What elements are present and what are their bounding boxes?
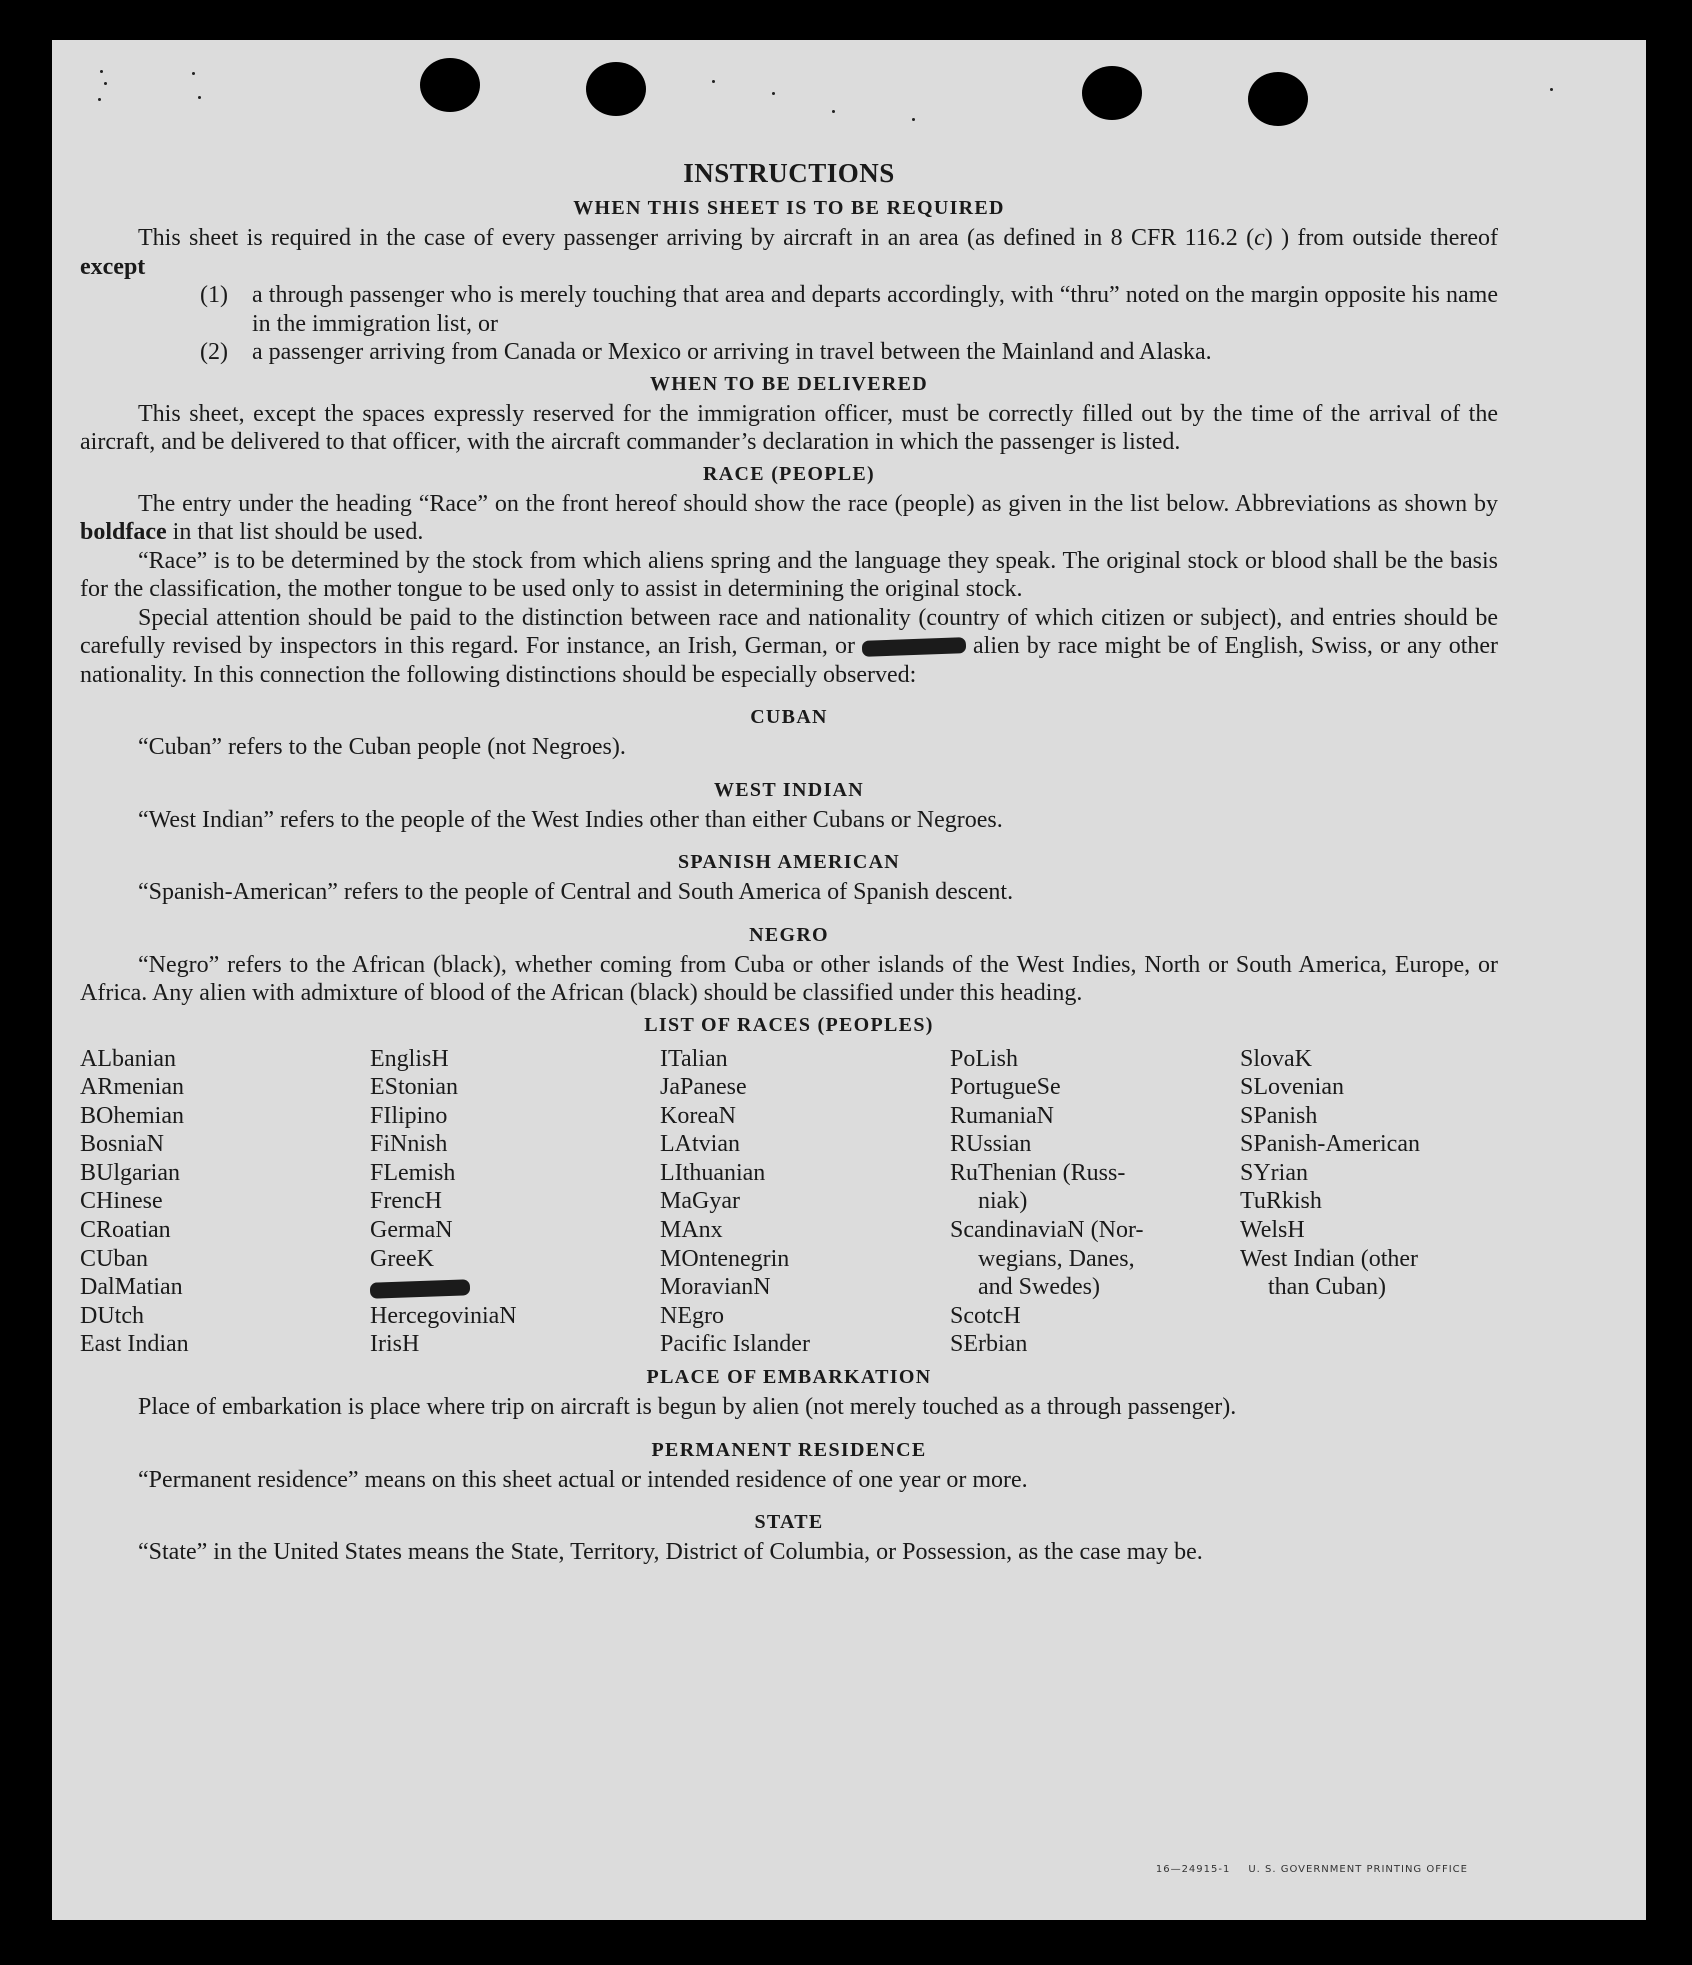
race-entry: TuRkish	[1240, 1188, 1322, 1215]
race-entry: MoravianN	[660, 1274, 771, 1301]
race-entry: FrencH	[370, 1188, 442, 1215]
race-entry: WelsH	[1240, 1217, 1305, 1244]
race-entry: ScandinaviaN (Nor-	[950, 1217, 1144, 1244]
race-column-4	[950, 1045, 1240, 1360]
race-p3-text-b: alien by race might be of English, Swiss, or any other nationality. In this connection the following distinctions should be especially observed:	[80, 633, 1499, 688]
race-entry: MaGyar	[660, 1188, 740, 1215]
exception-item-2-text: a passenger arriving from Canada or Mexico or arriving in travel between the Mainland and Alaska.	[252, 339, 1212, 365]
required-intro-except: except	[80, 253, 146, 280]
race-entry: GreeK	[370, 1245, 434, 1272]
race-entry: CUban	[80, 1245, 148, 1272]
race-entry: West Indian (other	[1240, 1245, 1419, 1272]
race-entry: RuThenian (Russ-	[950, 1159, 1126, 1186]
speck	[192, 72, 195, 75]
heading-state: STATE	[754, 1511, 824, 1534]
heading-negro: NEGRO	[749, 923, 829, 946]
race-entry: MOntenegrin	[660, 1245, 790, 1272]
race-entry: HercegoviniaN	[370, 1302, 517, 1329]
race-entry: JaPanese	[660, 1074, 747, 1101]
redaction-mark	[370, 1273, 660, 1302]
speck	[772, 92, 775, 95]
race-entry: MAnx	[660, 1217, 723, 1244]
race-entry: NEgro	[660, 1302, 724, 1329]
heading-race: RACE (PEOPLE)	[703, 462, 875, 485]
heading-west-indian: WEST INDIAN	[713, 778, 865, 801]
cuban-text: “Cuban” refers to the Cuban people (not Negroes).	[138, 734, 626, 760]
exception-item-1-number: (1)	[200, 282, 228, 308]
race-entry: ARmenian	[80, 1074, 184, 1101]
race-column-1	[80, 1045, 370, 1360]
race-entry: SYrian	[1240, 1159, 1308, 1186]
heading-cuban: CUBAN	[750, 706, 828, 728]
punch-hole	[586, 62, 646, 116]
west-indian-text: “West Indian” refers to the people of the West Indies other than either Cubans or Negroes.	[138, 806, 1003, 833]
race-entry: DUtch	[80, 1302, 144, 1329]
race-entry: GermaN	[370, 1217, 453, 1244]
required-intro-text-a: This sheet is required in the case of every passenger arriving by aircraft in an area (as defined in 8 CFR 116.2 (	[138, 225, 1255, 251]
redaction-mark	[862, 638, 966, 658]
residence-text: “Permanent residence” means on this sheet actual or intended residence of one year or more.	[138, 1466, 1028, 1493]
race-entry: EnglisH	[370, 1045, 449, 1072]
punch-hole	[1248, 72, 1308, 126]
race-p1-text-a: The entry under the heading “Race” on the front hereof should show the race (people) as given in the list below. Abbreviations as shown by	[138, 490, 1498, 517]
race-entry: RumaniaN	[950, 1102, 1054, 1129]
race-entry: FLemish	[370, 1159, 456, 1186]
race-entry: SErbian	[950, 1331, 1028, 1358]
race-entry: ITalian	[660, 1045, 728, 1072]
heading-list-of-races: LIST OF RACES (PEOPLES)	[644, 1013, 934, 1036]
race-entry: EStonian	[370, 1074, 458, 1101]
print-footer	[1138, 1864, 1468, 1875]
race-entry: SPanish-American	[1240, 1131, 1420, 1158]
race-entry: RUssian	[950, 1131, 1032, 1158]
race-entry: BOhemian	[80, 1102, 184, 1129]
race-entry: SLovenian	[1240, 1074, 1344, 1101]
race-entry: ALbanian	[80, 1045, 176, 1072]
race-entry: PoLish	[950, 1045, 1019, 1072]
speck	[912, 118, 915, 121]
race-entry: FIlipino	[370, 1102, 448, 1129]
race-entry: KoreaN	[660, 1102, 736, 1129]
race-p1-boldface: boldface	[80, 519, 167, 545]
spanish-american-text: “Spanish-American” refers to the people of Central and South America of Spanish descent.	[138, 879, 1014, 905]
required-intro-clause-letter: c	[1254, 225, 1265, 251]
speck	[104, 82, 107, 85]
speck	[198, 96, 201, 99]
race-entry: SlovaK	[1240, 1045, 1312, 1072]
speck	[1550, 88, 1553, 91]
heading-permanent-residence: PERMANENT RESIDENCE	[651, 1438, 927, 1461]
required-intro-text-b: ) ) from outside thereof	[1264, 225, 1499, 251]
speck	[100, 70, 103, 73]
race-entry-continuation: wegians, Danes,	[978, 1245, 1135, 1272]
race-entry: Pacific Islander	[660, 1331, 810, 1358]
exception-item-2	[200, 338, 1498, 367]
form-number: 16—24915-1	[1155, 1864, 1231, 1875]
race-p3-text-a: Special attention should be paid to the distinction between race and nationality (country of which citizen or subject), and entries should be carefully revised by inspectors in this regard. For instance, an Irish, German, or	[80, 604, 1498, 659]
exception-item-1	[200, 281, 1498, 338]
required-intro	[80, 224, 1498, 281]
delivered-text: This sheet, except the spaces expressly reserved for the immigration officer, must be correctly filled out by the time of the arrival of the aircraft, and be delivered to that officer, with the aircraft commander’s declaration in which the passenger is listed.	[80, 400, 1498, 455]
speck	[832, 110, 835, 113]
race-paragraph-2: “Race” is to be determined by the stock from which aliens spring and the language they speak. The original stock or blood shall be the basis for the classification, the mother tongue to be used only to assist in determining the original stock.	[80, 547, 1498, 602]
race-entry: CHinese	[80, 1188, 163, 1215]
exception-item-1-text: a through passenger who is merely touching that area and departs accordingly, with “thru” noted on the margin opposite his name in the immigration list, or	[252, 282, 1498, 337]
race-entry: DalMatian	[80, 1274, 183, 1301]
race-entry: SPanish	[1240, 1102, 1318, 1129]
negro-text: “Negro” refers to the African (black), whether coming from Cuba or other islands of the West Indies, North or South America, Europe, or Africa. Any alien with admixture of blood of the African (black) should be classified under this heading.	[80, 951, 1498, 1006]
instructions-body	[80, 156, 1498, 1567]
punch-hole	[420, 58, 480, 112]
race-entry: PortugueSe	[950, 1074, 1061, 1101]
race-entry: BosniaN	[80, 1131, 164, 1158]
race-column-2	[370, 1045, 660, 1360]
heading-embarkation: PLACE OF EMBARKATION	[646, 1366, 932, 1389]
race-entry: ScotcH	[950, 1302, 1021, 1329]
race-paragraph-1	[80, 490, 1498, 547]
race-column-3	[660, 1045, 950, 1360]
race-column-5	[1240, 1045, 1530, 1360]
heading-when-delivered: WHEN TO BE DELIVERED	[649, 372, 929, 395]
redaction-blot	[370, 1279, 470, 1298]
race-entry-continuation: than Cuban)	[1268, 1274, 1386, 1301]
punch-hole	[1082, 66, 1142, 120]
document-title: INSTRUCTIONS	[683, 158, 895, 188]
race-entry: IrisH	[370, 1331, 420, 1358]
state-text: “State” in the United States means the State, Territory, District of Columbia, or Possession, as the case may be.	[138, 1539, 1203, 1566]
race-entry-continuation: and Swedes)	[978, 1274, 1100, 1301]
race-p1-text-b: in that list should be used.	[166, 519, 424, 545]
race-entry: LAtvian	[660, 1131, 740, 1158]
speck	[98, 98, 101, 101]
race-entry: BUlgarian	[80, 1159, 180, 1186]
race-entry: East Indian	[80, 1331, 189, 1358]
speck	[712, 80, 715, 83]
heading-when-required: WHEN THIS SHEET IS TO BE REQUIRED	[573, 197, 1005, 219]
race-entry-continuation: niak)	[978, 1188, 1028, 1215]
race-entry: CRoatian	[80, 1217, 171, 1244]
race-entry: LIthuanian	[660, 1159, 766, 1186]
race-entry: FiNnish	[370, 1131, 448, 1158]
exception-item-2-number: (2)	[200, 339, 228, 365]
heading-spanish-american: SPANISH AMERICAN	[677, 851, 901, 873]
embarkation-text: Place of embarkation is place where trip on aircraft is begun by alien (not merely touched as a through passenger).	[138, 1394, 1237, 1421]
printer-credit: U. S. GOVERNMENT PRINTING OFFICE	[1248, 1864, 1468, 1875]
document-page	[52, 40, 1646, 1920]
race-list	[80, 1045, 1498, 1360]
race-paragraph-3	[80, 604, 1498, 690]
